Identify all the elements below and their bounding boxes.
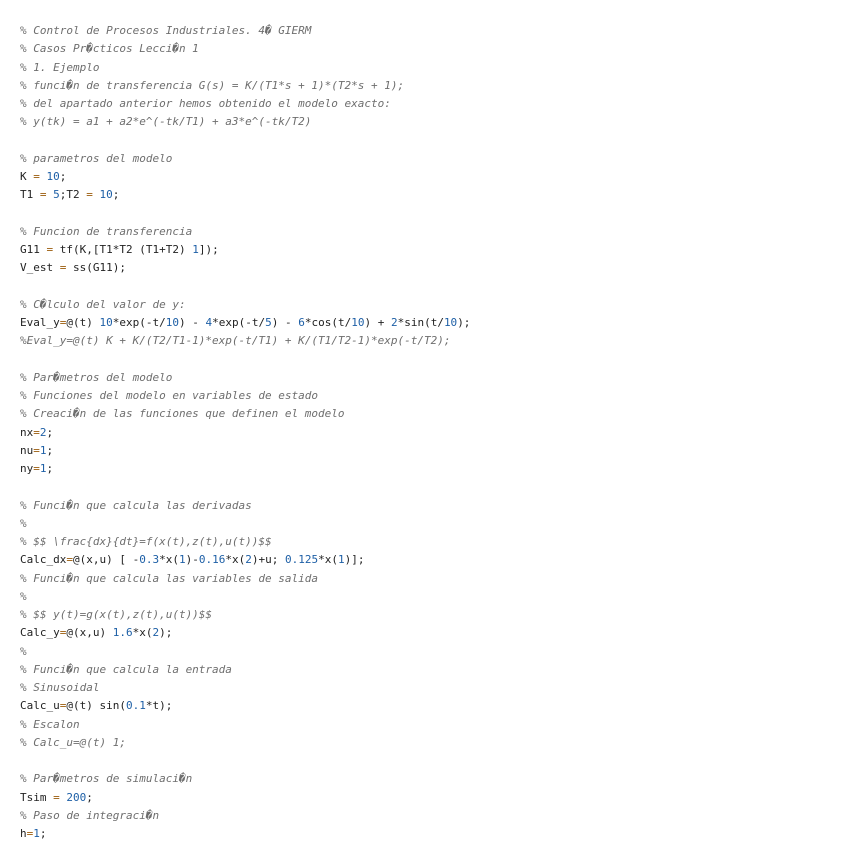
code-text	[93, 188, 100, 201]
code-line	[20, 132, 830, 150]
code-line	[20, 332, 830, 350]
code-line	[20, 807, 830, 825]
code-text	[40, 170, 47, 183]
code-text: *cos(t/	[304, 316, 352, 329]
code-line	[20, 22, 830, 40]
code-text: *x(	[132, 626, 153, 640]
code-line	[20, 624, 830, 642]
code-operator: =	[59, 316, 67, 329]
code-line	[20, 259, 830, 277]
code-line	[20, 697, 830, 715]
code-comment: %	[20, 644, 27, 658]
code-comment: % Casos Pr�cticos Lecci�n 1	[20, 42, 199, 56]
code-number: 0.125	[284, 553, 319, 567]
code-text: @(t) sin(	[66, 699, 126, 713]
code-comment: % Par�metros de simulaci�n	[20, 772, 193, 786]
code-line	[20, 533, 830, 551]
code-comment: % Funciones del modelo en variables de estado	[20, 389, 319, 402]
code-comment: % parametros del modelo	[20, 151, 173, 165]
code-number: 2	[39, 425, 47, 439]
code-number: 2	[390, 316, 398, 329]
code-comment: % Funci�n que calcula las derivadas	[20, 498, 252, 512]
code-line	[20, 570, 830, 588]
code-number: 10	[443, 316, 458, 329]
code-line	[20, 95, 830, 113]
code-text: *x(	[225, 553, 246, 567]
code-text: ]);	[198, 243, 219, 256]
code-number: 5	[265, 316, 272, 329]
code-comment: % Par�metros del modelo	[20, 370, 173, 384]
code-comment: % Funci�n que calcula las variables de salida	[20, 571, 319, 585]
code-operator: =	[66, 553, 73, 567]
code-text: *exp(-t/	[112, 316, 166, 329]
code-comment: % $$ \frac{dx}{dt}=f(x(t),z(t),u(t))$$	[20, 535, 272, 548]
code-comment: % del apartado anterior hemos obtenido el modelo exacto:	[20, 97, 391, 110]
code-operator: =	[39, 188, 47, 202]
code-line	[20, 515, 830, 533]
code-number: 1	[192, 243, 199, 256]
code-comment: % Funcion de transferencia	[20, 224, 193, 238]
code-text: nx	[20, 425, 34, 439]
code-number: 0.1	[125, 699, 146, 713]
code-text: ny	[20, 462, 34, 475]
code-comment: % 1. Ejemplo	[20, 60, 100, 74]
code-comment: % funci�n de transferencia G(s) = K/(T1*s + 1)*(T2*s + 1);	[20, 78, 405, 92]
code-operator: =	[33, 425, 40, 439]
code-line	[20, 40, 830, 58]
code-line	[20, 478, 830, 496]
code-text: )-	[185, 553, 199, 567]
code-line	[20, 278, 830, 296]
code-number: 2	[245, 553, 252, 567]
code-text: ;	[59, 170, 67, 183]
code-text: ) -	[178, 316, 206, 329]
code-text: @(x,u) [ -	[72, 553, 140, 567]
code-text: T1	[20, 188, 40, 202]
code-line	[20, 369, 830, 387]
code-line	[20, 770, 830, 788]
code-text: Calc_y	[20, 626, 60, 640]
code-text: *sin(t/	[397, 316, 444, 329]
code-text: )];	[344, 553, 365, 567]
code-line	[20, 789, 830, 807]
code-line	[20, 606, 830, 624]
code-number: 0.16	[198, 553, 226, 567]
code-line	[20, 314, 830, 332]
code-comment: % y(tk) = a1 + a2*e^(-tk/T1) + a3*e^(-tk/T2)	[20, 115, 312, 129]
code-text: ;	[46, 425, 54, 439]
code-text: ss(G11);	[66, 261, 126, 275]
code-text: Calc_u	[20, 699, 60, 713]
code-line	[20, 205, 830, 223]
code-number: 1	[39, 462, 47, 475]
code-number: 1	[178, 553, 186, 567]
code-text: K	[20, 170, 34, 183]
code-text: ;	[39, 827, 47, 840]
code-line	[20, 588, 830, 606]
code-line	[20, 296, 830, 314]
code-line	[20, 643, 830, 661]
code-number: 1.6	[112, 626, 133, 640]
code-line	[20, 150, 830, 168]
code-comment: % Escalon	[20, 717, 80, 731]
code-comment: %	[20, 589, 27, 603]
code-comment: % Creaci�n de las funciones que definen el modelo	[20, 407, 345, 421]
code-comment: % C�lculo del valor de y:	[20, 297, 186, 311]
code-text: Eval_y	[20, 316, 60, 329]
code-line	[20, 825, 830, 843]
code-text: ) -	[271, 316, 299, 329]
code-text: )+u;	[251, 553, 285, 567]
code-operator: =	[33, 443, 40, 457]
code-line	[20, 661, 830, 679]
code-line	[20, 551, 830, 569]
code-number: 2	[152, 626, 160, 640]
code-number: 200	[66, 790, 87, 804]
code-number: 10	[165, 316, 179, 329]
code-number: 1	[39, 443, 47, 457]
code-line	[20, 734, 830, 752]
code-operator: =	[59, 699, 67, 713]
code-text: ;	[86, 790, 93, 804]
code-comment: % Sinusoidal	[20, 681, 100, 694]
code-text: ) +	[364, 316, 391, 329]
code-text: @(x,u)	[66, 626, 113, 640]
code-operator: =	[86, 188, 93, 202]
code-line	[20, 442, 830, 460]
code-text: Tsim	[20, 790, 54, 804]
code-line	[20, 351, 830, 369]
code-editor[interactable]	[20, 22, 830, 843]
code-text: *exp(-t/	[212, 316, 266, 329]
code-line	[20, 405, 830, 423]
code-line	[20, 223, 830, 241]
code-number: 4	[205, 316, 213, 329]
code-text: *x(	[318, 553, 338, 567]
code-operator: =	[59, 261, 67, 275]
code-line	[20, 716, 830, 734]
code-number: 10	[46, 170, 60, 183]
code-number: 1	[337, 553, 345, 567]
code-number: 6	[298, 316, 305, 329]
code-text: ;	[46, 462, 54, 475]
code-number: 1	[33, 827, 40, 840]
code-number: 5	[53, 188, 60, 202]
code-text: ;	[112, 188, 120, 202]
code-operator: =	[53, 790, 60, 804]
code-operator: =	[33, 462, 40, 475]
code-operator: =	[33, 170, 40, 183]
code-line	[20, 59, 830, 77]
code-text: ;	[46, 443, 54, 457]
code-line	[20, 752, 830, 770]
code-operator: =	[59, 626, 67, 640]
code-text: nu	[20, 443, 34, 457]
code-text: V_est	[20, 261, 60, 275]
code-line	[20, 186, 830, 204]
code-text: G11	[20, 243, 47, 256]
code-text: );	[159, 626, 173, 640]
code-line	[20, 424, 830, 442]
code-text: h	[20, 827, 27, 840]
code-number: 10	[351, 316, 365, 329]
code-comment: % $$ y(t)=g(x(t),z(t),u(t))$$	[20, 608, 213, 621]
code-comment: %Eval_y=@(t) K + K/(T2/T1-1)*exp(-t/T1) + K/(T1/T2-1)*exp(-t/T2);	[20, 334, 451, 348]
code-number: 10	[99, 316, 113, 329]
code-line	[20, 113, 830, 131]
code-comment: % Paso de integraci�n	[20, 808, 160, 822]
code-line	[20, 387, 830, 405]
code-text: );	[457, 316, 471, 329]
code-text: Calc_dx	[20, 553, 67, 567]
code-comment: % Calc_u=@(t) 1;	[20, 735, 126, 749]
code-line	[20, 497, 830, 515]
code-line	[20, 168, 830, 186]
code-number: 10	[99, 188, 113, 202]
code-text: *x(	[159, 553, 179, 567]
code-line	[20, 460, 830, 478]
code-text: @(t)	[66, 316, 100, 329]
code-line	[20, 241, 830, 259]
code-comment: % Funci�n que calcula la entrada	[20, 662, 232, 676]
code-text: tf(K,[T1*T2 (T1+T2)	[53, 243, 193, 256]
code-line	[20, 77, 830, 95]
code-comment: % Control de Procesos Industriales. 4� GIERM	[20, 24, 312, 37]
code-operator: =	[26, 827, 34, 840]
code-operator: =	[46, 243, 54, 256]
code-comment: %	[20, 516, 27, 530]
code-number: 0.3	[139, 553, 160, 567]
code-text: ;T2	[59, 188, 87, 202]
code-text: *t);	[145, 699, 173, 713]
code-line	[20, 679, 830, 697]
